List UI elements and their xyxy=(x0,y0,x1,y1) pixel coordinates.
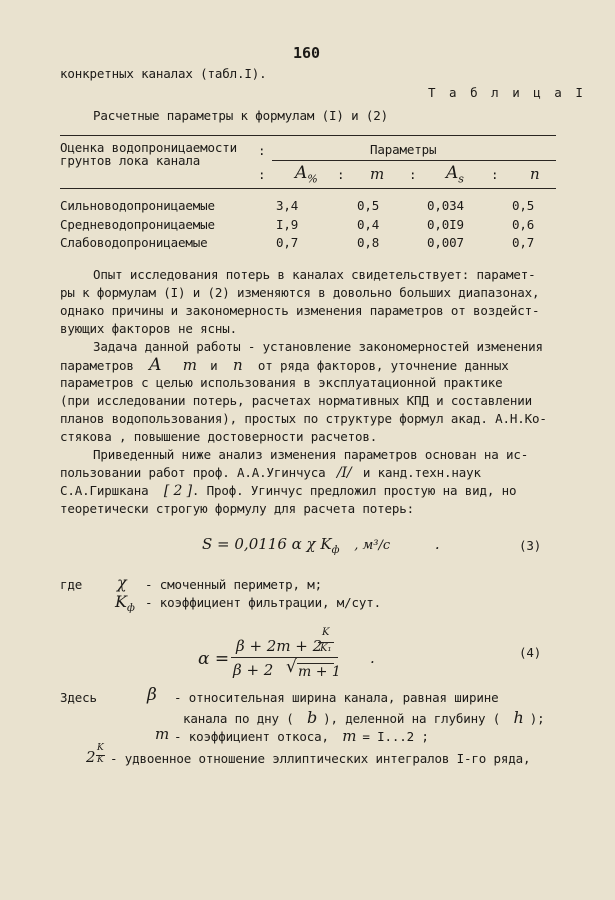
formula-3-units: , м³/с xyxy=(354,538,391,553)
symbol-chi: χ xyxy=(117,573,127,592)
symbol-b: b xyxy=(307,708,318,727)
row-A: I,9 xyxy=(276,217,299,232)
symbol-h: h xyxy=(513,708,524,727)
symbol-K-sub: ф xyxy=(126,603,135,615)
table-head-col1-line2: грунтов лока канала xyxy=(60,153,201,168)
para1-line: вующих факторов не ясны. xyxy=(60,321,238,336)
row-A: 0,7 xyxy=(276,235,299,250)
text-span: ); xyxy=(529,711,545,726)
para2-line: планов водопользования), простых по структуре формул акад. А.Н.Ко- xyxy=(60,411,547,426)
formula-3 xyxy=(202,535,440,556)
table-params-rule xyxy=(272,160,556,161)
formula-4-fracline xyxy=(231,657,338,658)
text-span: параметров xyxy=(60,358,134,373)
row-A: 3,4 xyxy=(276,198,299,213)
symbol-beta: β xyxy=(147,685,157,705)
where-def-2: - коэффициент фильтрации, м/сут. xyxy=(145,595,382,610)
table-symbol-m: m xyxy=(370,165,385,183)
para2-line: параметров с целью использования в эксплуатационной практике xyxy=(60,375,503,390)
text-span: и канд.техн.наук xyxy=(362,465,481,480)
symbol-K: K xyxy=(115,592,127,611)
row-m: 0,8 xyxy=(357,235,380,250)
table-head-separator: : xyxy=(258,143,266,158)
table-caption: Расчетные параметры к формулам (I) и (2) xyxy=(93,108,389,123)
row-name: Средневодопроницаемые xyxy=(60,217,215,232)
table-symbol-n: n xyxy=(530,165,540,183)
text-span: пользовании работ проф. А.А.Угинчуса xyxy=(60,465,326,480)
formula-3-number: (3) xyxy=(519,538,542,553)
formula-4-k-top: K xyxy=(322,627,330,638)
para1-line: ры к формулам (I) и (2) изменяются в довольно больших диапазонах, xyxy=(60,285,540,300)
para3-line xyxy=(60,482,516,500)
where2-line-1: - относительная ширина канала, равная ширине xyxy=(174,690,499,705)
here-word: Здесь xyxy=(60,690,97,705)
row-As: 0,007 xyxy=(427,235,464,250)
formula-4-number: (4) xyxy=(519,645,542,660)
where2-k-top: K xyxy=(97,743,104,753)
page-number: 160 xyxy=(293,44,321,62)
formula-3-dot: . xyxy=(434,535,440,553)
symbol-Kf xyxy=(115,592,135,614)
where-word: где xyxy=(60,577,83,592)
where2-k-bot: K xyxy=(97,755,104,765)
row-name: Сильноводопроницаемые xyxy=(60,198,215,213)
row-name: Слабоводопроницаемые xyxy=(60,235,208,250)
text-span: - коэффициент откоса, xyxy=(174,729,329,744)
formula-4-root: m + 1 xyxy=(298,664,341,680)
table-head-col1-line1: Оценка водопроницаемости xyxy=(60,140,238,155)
text-span: от ряда факторов, уточнение данных xyxy=(257,358,509,373)
formula-4-lhs: α = xyxy=(198,649,230,669)
para3-line: Приведенный ниже анализ изменения параметров основан на ис- xyxy=(93,447,529,462)
row-n: 0,6 xyxy=(512,217,535,232)
where2-coef-2: 2 xyxy=(86,748,96,766)
symbol-m: m xyxy=(342,727,357,745)
table-head-separator: : xyxy=(491,167,499,182)
formula-3-sub: ф xyxy=(331,545,340,556)
row-n: 0,7 xyxy=(512,235,535,250)
row-n: 0,5 xyxy=(512,198,535,213)
where2-line-3 xyxy=(174,727,429,746)
row-As: 0,034 xyxy=(427,198,464,213)
symbol-m: m xyxy=(182,356,197,374)
table-head-separator: : xyxy=(258,167,266,182)
para1-line: однако причины и закономерность изменения параметров от воздейст- xyxy=(60,303,540,318)
para2-line: стякова , повышение достоверности расчетов. xyxy=(60,429,378,444)
formula-4-numerator: β + 2m + 2 xyxy=(236,637,323,655)
symbol-As: A xyxy=(446,163,459,183)
where2-line-4: - удвоенное отношение эллиптических интегралов I-го ряда, xyxy=(110,751,531,766)
table-header-rule xyxy=(60,188,556,189)
symbol-A-sub: % xyxy=(307,172,318,186)
text-span: и xyxy=(210,358,218,373)
para3-line xyxy=(60,464,481,482)
para2-line xyxy=(60,356,509,375)
text-span: ), деленной на глубину ( xyxy=(323,711,501,726)
para2-line: Задача данной работы - установление закономерностей изменения xyxy=(93,339,543,354)
text-span: канала по дну ( xyxy=(183,711,294,726)
table-head-separator: : xyxy=(409,167,417,182)
table-symbol-As xyxy=(446,163,464,185)
symbol-A: A xyxy=(295,163,308,183)
formula-4-k-bot: K₁ xyxy=(320,643,332,654)
where-def-1: - смоченный периметр, м; xyxy=(145,577,323,592)
para1-line: Опыт исследования потерь в каналах свидетельствует: парамет- xyxy=(93,267,536,282)
text-span: . Проф. Угинчус предложил простую на вид, но xyxy=(191,483,517,498)
table-head-params: Параметры xyxy=(370,142,437,157)
formula-3-lhs: S = 0,0116 α χ K xyxy=(202,535,332,553)
para2-line: (при исследовании потерь, расчетах нормативных КПД и составлении xyxy=(60,393,533,408)
table-top-rule xyxy=(60,135,556,136)
symbol-m: m xyxy=(155,725,170,743)
sqrt-icon: √ xyxy=(286,657,297,677)
formula-4-denominator: β + 2 xyxy=(233,661,274,679)
para3-line: теоретически строгую формулу для расчета потерь: xyxy=(60,501,415,516)
row-As: 0,0I9 xyxy=(427,217,464,232)
table-head-separator: : xyxy=(337,167,345,182)
symbol-n: n xyxy=(232,356,243,374)
formula-4-dot: . xyxy=(370,649,375,667)
table-label: Т а б л и ц а I xyxy=(428,85,586,100)
symbol-As-sub: s xyxy=(458,172,464,186)
row-m: 0,5 xyxy=(357,198,380,213)
row-m: 0,4 xyxy=(357,217,380,232)
first-line: конкретных каналах (табл.I). xyxy=(60,66,267,81)
table-symbol-A xyxy=(295,163,318,185)
text-span: = I...2 ; xyxy=(362,729,429,744)
where2-line-2 xyxy=(183,709,544,728)
symbol-A: A xyxy=(149,355,162,375)
reference-2: [ 2 ] xyxy=(163,483,192,499)
reference-1: /I/ xyxy=(336,465,352,481)
text-span: С.А.Гиршкана xyxy=(60,483,149,498)
